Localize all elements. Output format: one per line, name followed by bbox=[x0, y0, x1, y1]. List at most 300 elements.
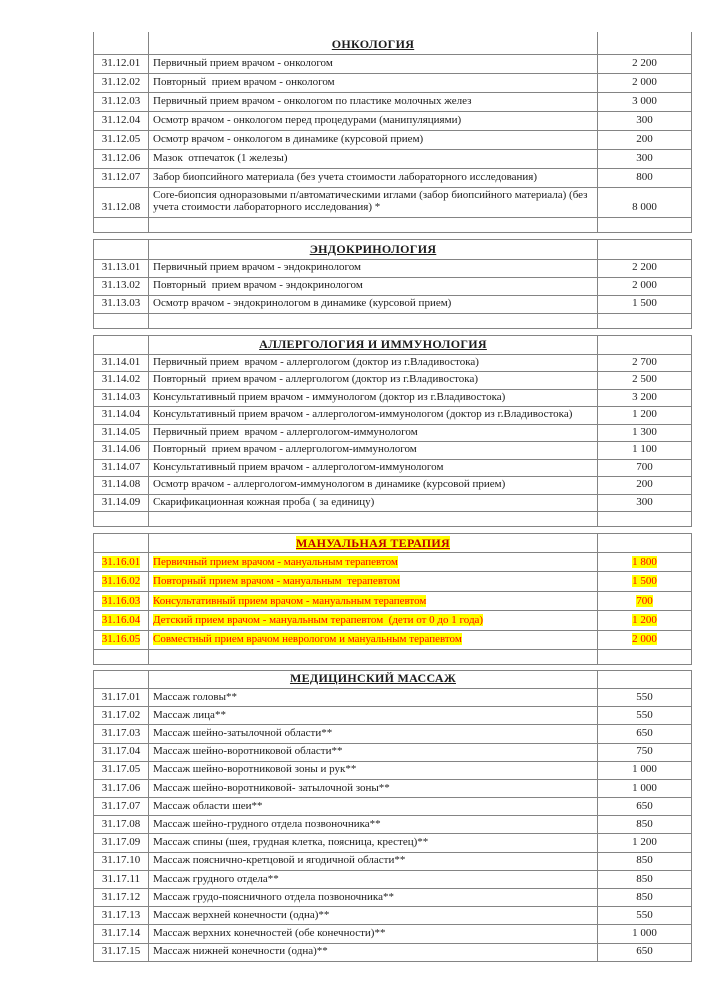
service-desc-cell bbox=[149, 779, 598, 797]
service-price-cell bbox=[598, 92, 692, 111]
service-price-cell bbox=[598, 442, 692, 460]
service-code-cell bbox=[94, 834, 149, 852]
service-code: 31.17.12 bbox=[101, 890, 141, 903]
service-price-cell bbox=[598, 54, 692, 73]
service-code: 31.17.10 bbox=[101, 854, 141, 867]
service-code: 31.13.01 bbox=[101, 261, 141, 273]
service-desc-cell bbox=[149, 707, 598, 725]
service-price: 1 000 bbox=[632, 781, 657, 794]
section-title: ЭНДОКРИНОЛОГИЯ bbox=[309, 242, 437, 256]
empty-cell bbox=[94, 313, 149, 328]
service-price: 850 bbox=[636, 854, 653, 867]
service-price-cell bbox=[598, 798, 692, 816]
service-code: 31.12.07 bbox=[101, 171, 141, 183]
service-name: Массаж области шеи** bbox=[153, 799, 263, 812]
table-row bbox=[94, 424, 692, 442]
section-header-code-cell bbox=[94, 534, 149, 553]
service-code: 31.16.03 bbox=[101, 594, 141, 607]
service-price-cell bbox=[598, 743, 692, 761]
service-price-cell bbox=[598, 277, 692, 295]
empty-cell bbox=[94, 649, 149, 664]
section-header-code-cell bbox=[94, 32, 149, 54]
service-name: Осмотр врачом - онкологом перед процедурами (манипуляциями) bbox=[153, 114, 462, 126]
service-desc-cell bbox=[149, 477, 598, 495]
service-name: Массаж шейно-воротниковой- затылочной зоны** bbox=[153, 781, 390, 794]
service-code-cell bbox=[94, 372, 149, 390]
service-price-cell bbox=[598, 389, 692, 407]
service-code-cell bbox=[94, 707, 149, 725]
service-desc-cell bbox=[149, 111, 598, 130]
service-code-cell bbox=[94, 889, 149, 907]
service-name: Совместный прием врачом неврологом и мануальным терапевтом bbox=[153, 633, 462, 646]
section-title: АЛЛЕРГОЛОГИЯ И ИММУНОЛОГИЯ bbox=[259, 337, 487, 351]
service-code: 31.17.08 bbox=[101, 817, 141, 830]
service-price-cell bbox=[598, 889, 692, 907]
service-price: 650 bbox=[636, 727, 653, 740]
table-row bbox=[94, 354, 692, 372]
service-code: 31.17.06 bbox=[101, 781, 141, 794]
service-code-cell bbox=[94, 277, 149, 295]
service-code: 31.14.09 bbox=[101, 495, 141, 508]
section-title: МАНУАЛЬНАЯ ТЕРАПИЯ bbox=[296, 535, 450, 550]
service-code: 31.12.01 bbox=[101, 57, 141, 69]
service-name: Массаж нижней конечности (одна)** bbox=[153, 945, 328, 958]
service-desc-cell bbox=[149, 688, 598, 706]
service-price-cell bbox=[598, 907, 692, 925]
service-name: Осмотр врачом - эндокринологом в динамике (курсовой прием) bbox=[153, 297, 452, 309]
service-name: Массаж шейно-воротниковой зоны и рук** bbox=[153, 763, 357, 776]
service-code: 31.12.03 bbox=[101, 95, 141, 107]
section-header-title-cell bbox=[149, 32, 598, 54]
section-header-price-cell bbox=[598, 32, 692, 54]
service-code-cell bbox=[94, 943, 149, 961]
service-desc-cell bbox=[149, 424, 598, 442]
service-code-cell bbox=[94, 54, 149, 73]
service-desc-cell bbox=[149, 553, 598, 572]
service-code: 31.17.04 bbox=[101, 745, 141, 758]
service-name: Массаж шейно-воротниковой области** bbox=[153, 745, 343, 758]
table-row bbox=[94, 389, 692, 407]
service-price: 1 800 bbox=[632, 555, 657, 568]
service-desc-cell bbox=[149, 907, 598, 925]
service-desc-cell bbox=[149, 630, 598, 649]
service-code: 31.14.02 bbox=[101, 373, 141, 385]
service-price: 2 500 bbox=[632, 373, 657, 385]
service-price-cell bbox=[598, 925, 692, 943]
service-desc-cell bbox=[149, 925, 598, 943]
empty-cell bbox=[149, 512, 598, 527]
service-code: 31.14.01 bbox=[101, 355, 141, 368]
table-row bbox=[94, 591, 692, 610]
service-price-cell bbox=[598, 130, 692, 149]
service-desc-cell bbox=[149, 168, 598, 187]
service-price: 800 bbox=[636, 171, 653, 183]
service-price-cell bbox=[598, 870, 692, 888]
service-price-cell bbox=[598, 852, 692, 870]
service-price-cell bbox=[598, 707, 692, 725]
service-price-cell bbox=[598, 943, 692, 961]
service-code-cell bbox=[94, 779, 149, 797]
service-desc-cell bbox=[149, 743, 598, 761]
service-code-cell bbox=[94, 354, 149, 372]
table-row bbox=[94, 259, 692, 277]
service-code: 31.12.05 bbox=[101, 133, 141, 145]
service-price: 1 300 bbox=[632, 425, 657, 438]
service-code: 31.17.02 bbox=[101, 708, 141, 721]
service-code: 31.17.09 bbox=[101, 836, 141, 849]
service-name: Осмотр врачом - аллергологом-иммунологом в динамике (курсовой прием) bbox=[153, 478, 506, 490]
service-price-cell bbox=[598, 372, 692, 390]
table-row bbox=[94, 372, 692, 390]
service-name: Массаж шейно-грудного отдела позвоночника** bbox=[153, 817, 381, 830]
service-desc-cell bbox=[149, 798, 598, 816]
section-title: МЕДИЦИНСКИЙ МАССАЖ bbox=[289, 671, 457, 686]
empty-cell bbox=[149, 313, 598, 328]
service-code-cell bbox=[94, 611, 149, 630]
service-code: 31.14.06 bbox=[101, 443, 141, 455]
service-desc-cell bbox=[149, 372, 598, 390]
service-name: Повторный прием врачом - аллергологом (доктор из г.Владивостока) bbox=[153, 373, 479, 385]
table-row bbox=[94, 925, 692, 943]
service-price-cell bbox=[598, 111, 692, 130]
empty-cell bbox=[598, 512, 692, 527]
service-desc-cell bbox=[149, 54, 598, 73]
service-code-cell bbox=[94, 743, 149, 761]
service-price: 2 200 bbox=[632, 261, 657, 273]
section-table bbox=[93, 239, 692, 329]
section-header-title-cell bbox=[149, 239, 598, 259]
service-price: 200 bbox=[636, 133, 653, 145]
service-code-cell bbox=[94, 295, 149, 313]
service-code: 31.12.06 bbox=[101, 152, 141, 164]
service-code-cell bbox=[94, 259, 149, 277]
empty-cell bbox=[149, 649, 598, 664]
service-code: 31.14.03 bbox=[101, 390, 141, 403]
service-price-cell bbox=[598, 459, 692, 477]
table-row bbox=[94, 688, 692, 706]
section-header-title-cell bbox=[149, 335, 598, 354]
section-header-row bbox=[94, 239, 692, 259]
service-price: 1 000 bbox=[632, 927, 657, 940]
service-code: 31.12.02 bbox=[101, 76, 141, 88]
service-price: 650 bbox=[636, 799, 653, 812]
service-price-cell bbox=[598, 424, 692, 442]
service-code: 31.17.14 bbox=[101, 927, 141, 940]
service-price-cell bbox=[598, 295, 692, 313]
service-desc-cell bbox=[149, 130, 598, 149]
service-code: 31.17.13 bbox=[101, 908, 141, 921]
service-desc-cell bbox=[149, 494, 598, 512]
service-code: 31.12.08 bbox=[101, 201, 141, 213]
empty-cell bbox=[94, 217, 149, 232]
service-desc-cell bbox=[149, 442, 598, 460]
service-price-cell bbox=[598, 407, 692, 425]
service-price: 300 bbox=[636, 152, 653, 164]
table-row bbox=[94, 834, 692, 852]
service-code-cell bbox=[94, 798, 149, 816]
table-row bbox=[94, 553, 692, 572]
service-code-cell bbox=[94, 168, 149, 187]
service-name: Первичный прием врачом - эндокринологом bbox=[153, 261, 361, 273]
service-price: 1 500 bbox=[632, 575, 657, 588]
service-desc-cell bbox=[149, 277, 598, 295]
service-code-cell bbox=[94, 494, 149, 512]
empty-cell bbox=[598, 217, 692, 232]
section-header-row bbox=[94, 335, 692, 354]
table-row bbox=[94, 889, 692, 907]
section-spacer-row bbox=[94, 512, 692, 527]
table-row bbox=[94, 870, 692, 888]
service-price-cell bbox=[598, 688, 692, 706]
service-name: Массаж головы** bbox=[153, 690, 237, 703]
service-desc-cell bbox=[149, 943, 598, 961]
service-desc-cell bbox=[149, 389, 598, 407]
table-row bbox=[94, 725, 692, 743]
service-desc-cell bbox=[149, 92, 598, 111]
service-code: 31.17.05 bbox=[101, 763, 141, 776]
service-code-cell bbox=[94, 424, 149, 442]
table-row bbox=[94, 761, 692, 779]
empty-cell bbox=[598, 313, 692, 328]
service-name: Массаж грудо-поясничного отдела позвоночника** bbox=[153, 890, 394, 903]
service-price: 700 bbox=[636, 594, 653, 607]
section-table bbox=[93, 533, 692, 665]
table-row bbox=[94, 277, 692, 295]
service-desc-cell bbox=[149, 259, 598, 277]
service-code: 31.17.01 bbox=[101, 690, 141, 703]
service-price-cell bbox=[598, 779, 692, 797]
service-price: 2 200 bbox=[632, 57, 657, 69]
service-code-cell bbox=[94, 907, 149, 925]
service-code: 31.14.08 bbox=[101, 478, 141, 490]
section-header-row bbox=[94, 534, 692, 553]
service-price-cell bbox=[598, 816, 692, 834]
service-code: 31.16.02 bbox=[101, 575, 141, 588]
service-price: 300 bbox=[636, 114, 653, 126]
service-price: 1 200 bbox=[632, 614, 657, 627]
service-price: 1 000 bbox=[632, 763, 657, 776]
service-code: 31.17.07 bbox=[101, 799, 141, 812]
service-desc-cell bbox=[149, 725, 598, 743]
service-name: Повторный прием врачом - аллергологом-иммунологом bbox=[153, 443, 417, 455]
service-code-cell bbox=[94, 816, 149, 834]
service-code-cell bbox=[94, 477, 149, 495]
service-price: 1 200 bbox=[632, 836, 657, 849]
table-row bbox=[94, 187, 692, 217]
table-row bbox=[94, 630, 692, 649]
service-code-cell bbox=[94, 725, 149, 743]
service-code-cell bbox=[94, 187, 149, 217]
service-code: 31.17.11 bbox=[101, 872, 141, 885]
table-row bbox=[94, 168, 692, 187]
section-header-code-cell bbox=[94, 239, 149, 259]
empty-cell bbox=[94, 512, 149, 527]
service-code: 31.17.03 bbox=[101, 727, 141, 740]
section-header-row bbox=[94, 670, 692, 688]
service-price: 700 bbox=[636, 460, 653, 473]
table-row bbox=[94, 407, 692, 425]
table-row bbox=[94, 611, 692, 630]
service-code: 31.14.07 bbox=[101, 460, 141, 473]
service-code: 31.14.04 bbox=[101, 408, 141, 420]
section-header-price-cell bbox=[598, 239, 692, 259]
service-price: 750 bbox=[636, 745, 653, 758]
service-name: Повторный прием врачом - онкологом bbox=[153, 76, 335, 88]
service-desc-cell bbox=[149, 73, 598, 92]
section-spacer-row bbox=[94, 217, 692, 232]
service-desc-cell bbox=[149, 187, 598, 217]
service-price: 300 bbox=[636, 495, 653, 508]
service-price: 850 bbox=[636, 872, 653, 885]
service-price: 3 200 bbox=[632, 390, 657, 403]
service-desc-cell bbox=[149, 295, 598, 313]
service-price-cell bbox=[598, 494, 692, 512]
service-name: Массаж спины (шея, грудная клетка, поясница, крестец)** bbox=[153, 836, 429, 849]
section-header-title-cell bbox=[149, 670, 598, 688]
service-price: 1 100 bbox=[632, 443, 657, 455]
table-row bbox=[94, 816, 692, 834]
service-desc-cell bbox=[149, 591, 598, 610]
service-name: Первичный прием врачом - аллергологом (доктор из г.Владивостока) bbox=[153, 355, 479, 368]
service-code-cell bbox=[94, 852, 149, 870]
service-code: 31.16.04 bbox=[101, 614, 141, 627]
service-price-cell bbox=[598, 259, 692, 277]
service-desc-cell bbox=[149, 761, 598, 779]
service-desc-cell bbox=[149, 459, 598, 477]
service-price: 2 000 bbox=[632, 279, 657, 291]
table-row bbox=[94, 111, 692, 130]
service-code-cell bbox=[94, 92, 149, 111]
service-desc-cell bbox=[149, 870, 598, 888]
service-price: 8 000 bbox=[632, 201, 657, 213]
service-desc-cell bbox=[149, 407, 598, 425]
service-price-cell bbox=[598, 611, 692, 630]
service-price: 2 000 bbox=[632, 76, 657, 88]
table-row bbox=[94, 149, 692, 168]
service-price-cell bbox=[598, 477, 692, 495]
table-row bbox=[94, 572, 692, 591]
section-spacer-row bbox=[94, 649, 692, 664]
service-desc-cell bbox=[149, 149, 598, 168]
service-code: 31.13.02 bbox=[101, 279, 141, 291]
service-code-cell bbox=[94, 553, 149, 572]
service-name: Консультативный прием врачом - аллергологом-иммунологом bbox=[153, 460, 444, 473]
service-price: 850 bbox=[636, 890, 653, 903]
service-code-cell bbox=[94, 442, 149, 460]
service-code: 31.17.15 bbox=[101, 945, 141, 958]
section-header-code-cell bbox=[94, 335, 149, 354]
table-row bbox=[94, 943, 692, 961]
service-price-cell bbox=[598, 725, 692, 743]
service-name: Массаж лица** bbox=[153, 708, 226, 721]
service-price-cell bbox=[598, 73, 692, 92]
service-name: Массаж верхних конечностей (обе конечности)** bbox=[153, 927, 386, 940]
table-row bbox=[94, 295, 692, 313]
service-code-cell bbox=[94, 73, 149, 92]
service-price-cell bbox=[598, 572, 692, 591]
service-name: Массаж шейно-затылочной области** bbox=[153, 727, 333, 740]
service-price-cell bbox=[598, 149, 692, 168]
section-header-price-cell bbox=[598, 534, 692, 553]
service-desc-cell bbox=[149, 852, 598, 870]
service-desc-cell bbox=[149, 611, 598, 630]
service-desc-cell bbox=[149, 889, 598, 907]
service-name: Первичный прием врачом - онкологом по пластике молочных желез bbox=[153, 95, 472, 107]
section-header-code-cell bbox=[94, 670, 149, 688]
service-code-cell bbox=[94, 591, 149, 610]
table-row bbox=[94, 707, 692, 725]
service-code-cell bbox=[94, 925, 149, 943]
service-name: Массаж верхней конечности (одна)** bbox=[153, 908, 330, 921]
table-row bbox=[94, 907, 692, 925]
section-header-title-cell bbox=[149, 534, 598, 553]
section-table bbox=[93, 32, 692, 233]
section-title: ОНКОЛОГИЯ bbox=[331, 37, 415, 51]
service-price: 850 bbox=[636, 817, 653, 830]
service-desc-cell bbox=[149, 816, 598, 834]
service-price: 1 500 bbox=[632, 297, 657, 309]
service-code: 31.16.01 bbox=[101, 555, 141, 568]
service-desc-cell bbox=[149, 572, 598, 591]
table-row bbox=[94, 477, 692, 495]
table-row bbox=[94, 459, 692, 477]
service-name: Первичный прием врачом - мануальным терапевтом bbox=[153, 555, 398, 568]
service-price-cell bbox=[598, 834, 692, 852]
table-row bbox=[94, 54, 692, 73]
empty-cell bbox=[149, 217, 598, 232]
service-price-cell bbox=[598, 354, 692, 372]
empty-cell bbox=[598, 649, 692, 664]
service-code-cell bbox=[94, 761, 149, 779]
service-name: Забор биопсийного материала (без учета стоимости лабораторного исследования) bbox=[153, 171, 538, 183]
service-name: Массаж пояснично-кретцовой и ягодичной области** bbox=[153, 854, 406, 867]
table-row bbox=[94, 130, 692, 149]
service-name: Мазок отпечаток (1 железы) bbox=[153, 152, 288, 164]
service-name: Первичный прием врачом - аллергологом-иммунологом bbox=[153, 425, 418, 438]
service-price-cell bbox=[598, 168, 692, 187]
service-code-cell bbox=[94, 870, 149, 888]
service-price: 650 bbox=[636, 945, 653, 958]
price-table bbox=[93, 32, 693, 962]
service-name: Осмотр врачом - онкологом в динамике (курсовой прием) bbox=[153, 133, 424, 145]
section-header-price-cell bbox=[598, 335, 692, 354]
service-price-cell bbox=[598, 761, 692, 779]
service-name: Консультативный прием врачом - мануальным терапевтом bbox=[153, 594, 427, 607]
service-price-cell bbox=[598, 591, 692, 610]
table-row bbox=[94, 743, 692, 761]
section-spacer-row bbox=[94, 313, 692, 328]
table-row bbox=[94, 494, 692, 512]
service-price: 2 000 bbox=[632, 633, 657, 646]
service-code-cell bbox=[94, 149, 149, 168]
section-header-row bbox=[94, 32, 692, 54]
service-name: Консультативный прием врачом - аллергологом-иммунологом (доктор из г.Владивостока) bbox=[153, 408, 573, 420]
service-price: 3 000 bbox=[632, 95, 657, 107]
service-price: 1 200 bbox=[632, 408, 657, 420]
service-code: 31.13.03 bbox=[101, 297, 141, 309]
table-row bbox=[94, 92, 692, 111]
service-code-cell bbox=[94, 389, 149, 407]
section-table bbox=[93, 670, 692, 962]
service-price-cell bbox=[598, 630, 692, 649]
service-code: 31.12.04 bbox=[101, 114, 141, 126]
service-code-cell bbox=[94, 688, 149, 706]
service-code: 31.16.05 bbox=[101, 633, 141, 646]
section-table bbox=[93, 335, 692, 528]
service-code: 31.14.05 bbox=[101, 425, 141, 438]
table-row bbox=[94, 73, 692, 92]
service-price: 200 bbox=[636, 478, 653, 490]
